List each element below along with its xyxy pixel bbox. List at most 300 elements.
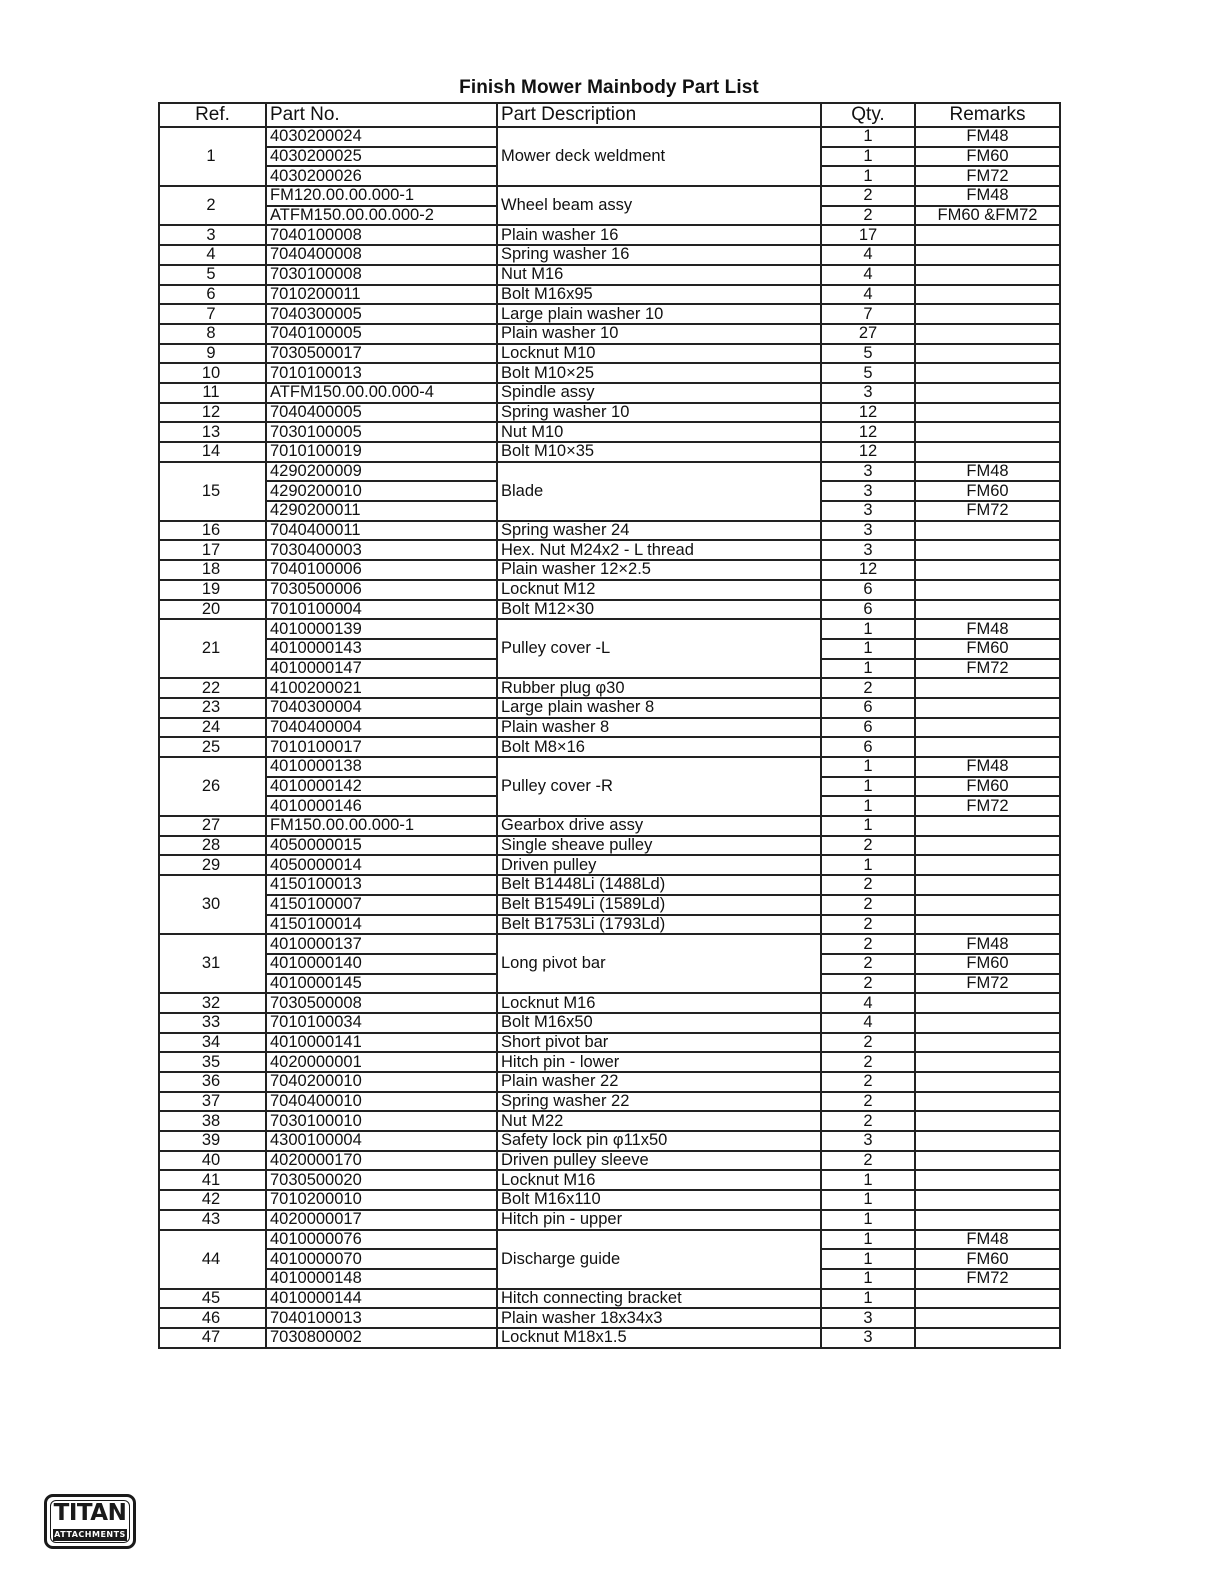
remarks-cell: [915, 383, 1060, 403]
description-cell: Pulley cover -R: [497, 757, 821, 816]
table-row: [159, 718, 1060, 738]
description-cell: Spindle assy: [497, 383, 821, 403]
header-qty: Qty.: [821, 103, 915, 127]
remarks-cell: [915, 1072, 1060, 1092]
ref-cell: 8: [159, 324, 266, 344]
remarks-cell: [915, 993, 1060, 1013]
description-cell: Locknut M18x1.5: [497, 1328, 821, 1348]
description-cell: Locknut M16: [497, 1170, 821, 1190]
ref-cell: 35: [159, 1052, 266, 1072]
table-row: [159, 521, 1060, 541]
table-row: [159, 1210, 1060, 1230]
ref-cell: 18: [159, 560, 266, 580]
table-row: [159, 540, 1060, 560]
remarks-cell: [915, 1013, 1060, 1033]
qty-cell: 1: [821, 127, 915, 147]
remarks-cell: [915, 560, 1060, 580]
part-no-cell: 7010100013: [266, 363, 497, 383]
ref-cell: 30: [159, 875, 266, 934]
ref-cell: 7: [159, 304, 266, 324]
remarks-cell: FM60: [915, 481, 1060, 501]
ref-cell: 33: [159, 1013, 266, 1033]
table-row: [159, 1092, 1060, 1112]
table-row: [159, 422, 1060, 442]
logo-tagline: ATTACHMENTS: [54, 1530, 126, 1539]
part-no-cell: 4150100013: [266, 875, 497, 895]
table-row: [159, 580, 1060, 600]
part-no-cell: 4100200021: [266, 678, 497, 698]
qty-cell: 7: [821, 304, 915, 324]
ref-cell: 14: [159, 442, 266, 462]
description-cell: Locknut M10: [497, 344, 821, 364]
remarks-cell: FM72: [915, 501, 1060, 521]
table-row: [159, 442, 1060, 462]
remarks-cell: [915, 324, 1060, 344]
remarks-cell: [915, 344, 1060, 364]
table-row: [159, 1131, 1060, 1151]
table-row: [159, 1072, 1060, 1092]
table-header-row: [159, 103, 1060, 127]
ref-cell: 9: [159, 344, 266, 364]
qty-cell: 4: [821, 245, 915, 265]
description-cell: Hex. Nut M24x2 - L thread: [497, 540, 821, 560]
description-cell: Plain washer 8: [497, 718, 821, 738]
part-no-cell: 7040200010: [266, 1072, 497, 1092]
table-row: [159, 285, 1060, 305]
part-no-cell: 4010000137: [266, 934, 497, 954]
description-cell: Hitch pin - lower: [497, 1052, 821, 1072]
part-no-cell: 4010000147: [266, 659, 497, 679]
ref-cell: 42: [159, 1190, 266, 1210]
qty-cell: 1: [821, 855, 915, 875]
description-cell: Belt B1753Li (1793Ld): [497, 915, 821, 935]
qty-cell: 6: [821, 580, 915, 600]
description-cell: Blade: [497, 462, 821, 521]
ref-cell: 1: [159, 127, 266, 186]
qty-cell: 2: [821, 1033, 915, 1053]
remarks-cell: [915, 1111, 1060, 1131]
qty-cell: 2: [821, 934, 915, 954]
remarks-cell: [915, 422, 1060, 442]
ref-cell: 36: [159, 1072, 266, 1092]
description-cell: Locknut M12: [497, 580, 821, 600]
description-cell: Bolt M10×25: [497, 363, 821, 383]
part-no-cell: 4150100007: [266, 895, 497, 915]
description-cell: Large plain washer 8: [497, 698, 821, 718]
table-row: [159, 1328, 1060, 1348]
remarks-cell: [915, 363, 1060, 383]
description-cell: Plain washer 18x34x3: [497, 1308, 821, 1328]
table-row: [159, 324, 1060, 344]
part-no-cell: 7040300005: [266, 304, 497, 324]
qty-cell: 2: [821, 836, 915, 856]
table-row: [159, 895, 1060, 915]
titan-attachments-logo: [44, 1494, 136, 1549]
description-cell: Nut M16: [497, 265, 821, 285]
qty-cell: 3: [821, 481, 915, 501]
qty-cell: 3: [821, 521, 915, 541]
ref-cell: 19: [159, 580, 266, 600]
description-cell: Nut M22: [497, 1111, 821, 1131]
ref-cell: 11: [159, 383, 266, 403]
part-no-cell: 4030200024: [266, 127, 497, 147]
qty-cell: 12: [821, 560, 915, 580]
qty-cell: 3: [821, 1308, 915, 1328]
remarks-cell: [915, 1052, 1060, 1072]
part-no-cell: 7040100008: [266, 225, 497, 245]
part-no-cell: 7040100013: [266, 1308, 497, 1328]
ref-cell: 3: [159, 225, 266, 245]
part-no-cell: 4020000017: [266, 1210, 497, 1230]
part-no-cell: 4030200025: [266, 147, 497, 167]
ref-cell: 12: [159, 403, 266, 423]
qty-cell: 5: [821, 344, 915, 364]
table-row: [159, 737, 1060, 757]
ref-cell: 10: [159, 363, 266, 383]
part-no-cell: 4150100014: [266, 915, 497, 935]
remarks-cell: FM60: [915, 147, 1060, 167]
remarks-cell: [915, 225, 1060, 245]
ref-cell: 28: [159, 836, 266, 856]
remarks-cell: [915, 521, 1060, 541]
remarks-cell: [915, 1328, 1060, 1348]
table-row: [159, 1111, 1060, 1131]
description-cell: Belt B1549Li (1589Ld): [497, 895, 821, 915]
qty-cell: 4: [821, 285, 915, 305]
qty-cell: 2: [821, 186, 915, 206]
remarks-cell: FM48: [915, 757, 1060, 777]
ref-cell: 46: [159, 1308, 266, 1328]
remarks-cell: FM48: [915, 186, 1060, 206]
part-no-cell: 4300100004: [266, 1131, 497, 1151]
qty-cell: 3: [821, 1131, 915, 1151]
description-cell: Single sheave pulley: [497, 836, 821, 856]
part-no-cell: 4010000143: [266, 639, 497, 659]
qty-cell: 2: [821, 875, 915, 895]
remarks-cell: FM72: [915, 796, 1060, 816]
part-no-cell: ATFM150.00.00.000-2: [266, 206, 497, 226]
qty-cell: 1: [821, 659, 915, 679]
remarks-cell: [915, 600, 1060, 620]
part-no-cell: 7010100034: [266, 1013, 497, 1033]
ref-cell: 23: [159, 698, 266, 718]
part-no-cell: 4010000146: [266, 796, 497, 816]
remarks-cell: FM72: [915, 974, 1060, 994]
part-no-cell: 7010200010: [266, 1190, 497, 1210]
qty-cell: 12: [821, 442, 915, 462]
part-no-cell: 7040100006: [266, 560, 497, 580]
description-cell: Bolt M16x50: [497, 1013, 821, 1033]
description-cell: Short pivot bar: [497, 1033, 821, 1053]
remarks-cell: [915, 698, 1060, 718]
description-cell: Hitch pin - upper: [497, 1210, 821, 1230]
description-cell: Belt B1448Li (1488Ld): [497, 875, 821, 895]
part-no-cell: 4010000139: [266, 619, 497, 639]
ref-cell: 27: [159, 816, 266, 836]
remarks-cell: [915, 915, 1060, 935]
part-no-cell: 4010000138: [266, 757, 497, 777]
description-cell: Spring washer 16: [497, 245, 821, 265]
description-cell: Spring washer 22: [497, 1092, 821, 1112]
description-cell: Spring washer 24: [497, 521, 821, 541]
part-no-cell: 7040100005: [266, 324, 497, 344]
header-description: Part Description: [497, 103, 821, 127]
part-no-cell: 7010200011: [266, 285, 497, 305]
qty-cell: 6: [821, 600, 915, 620]
ref-cell: 45: [159, 1289, 266, 1309]
ref-cell: 24: [159, 718, 266, 738]
part-no-cell: 4290200010: [266, 481, 497, 501]
table-row: [159, 600, 1060, 620]
remarks-cell: [915, 718, 1060, 738]
table-row: [159, 304, 1060, 324]
qty-cell: 4: [821, 993, 915, 1013]
remarks-cell: FM48: [915, 127, 1060, 147]
table-row: [159, 403, 1060, 423]
part-no-cell: 7030100005: [266, 422, 497, 442]
table-row: [159, 1151, 1060, 1171]
description-cell: Plain washer 10: [497, 324, 821, 344]
table-row: [159, 816, 1060, 836]
ref-cell: 17: [159, 540, 266, 560]
ref-cell: 41: [159, 1170, 266, 1190]
remarks-cell: [915, 540, 1060, 560]
qty-cell: 1: [821, 777, 915, 797]
qty-cell: 3: [821, 1328, 915, 1348]
description-cell: Bolt M16x110: [497, 1190, 821, 1210]
qty-cell: 3: [821, 540, 915, 560]
ref-cell: 32: [159, 993, 266, 1013]
qty-cell: 12: [821, 403, 915, 423]
part-no-cell: 7040400004: [266, 718, 497, 738]
qty-cell: 1: [821, 147, 915, 167]
qty-cell: 2: [821, 206, 915, 226]
remarks-cell: FM48: [915, 1230, 1060, 1250]
qty-cell: 1: [821, 1210, 915, 1230]
part-no-cell: 7030800002: [266, 1328, 497, 1348]
qty-cell: 1: [821, 166, 915, 186]
part-no-cell: 4010000144: [266, 1289, 497, 1309]
description-cell: Locknut M16: [497, 993, 821, 1013]
ref-cell: 25: [159, 737, 266, 757]
description-cell: Safety lock pin φ11x50: [497, 1131, 821, 1151]
description-cell: Hitch connecting bracket: [497, 1289, 821, 1309]
qty-cell: 1: [821, 1289, 915, 1309]
ref-cell: 13: [159, 422, 266, 442]
table-row: [159, 993, 1060, 1013]
ref-cell: 34: [159, 1033, 266, 1053]
remarks-cell: FM60: [915, 777, 1060, 797]
qty-cell: 5: [821, 363, 915, 383]
remarks-cell: FM48: [915, 462, 1060, 482]
qty-cell: 1: [821, 796, 915, 816]
part-no-cell: 7030100010: [266, 1111, 497, 1131]
part-no-cell: ATFM150.00.00.000-4: [266, 383, 497, 403]
qty-cell: 3: [821, 462, 915, 482]
remarks-cell: FM48: [915, 619, 1060, 639]
description-cell: Plain washer 22: [497, 1072, 821, 1092]
remarks-cell: FM60: [915, 1249, 1060, 1269]
qty-cell: 1: [821, 816, 915, 836]
table-row: [159, 245, 1060, 265]
part-no-cell: 4290200009: [266, 462, 497, 482]
table-row: [159, 1170, 1060, 1190]
header-ref: Ref.: [159, 103, 266, 127]
part-no-cell: 7010100019: [266, 442, 497, 462]
description-cell: Discharge guide: [497, 1230, 821, 1289]
table-row: [159, 225, 1060, 245]
qty-cell: 3: [821, 501, 915, 521]
qty-cell: 12: [821, 422, 915, 442]
part-no-cell: 4020000170: [266, 1151, 497, 1171]
table-row: [159, 186, 1060, 206]
part-no-cell: 4010000140: [266, 954, 497, 974]
qty-cell: 2: [821, 678, 915, 698]
remarks-cell: [915, 875, 1060, 895]
description-cell: Plain washer 16: [497, 225, 821, 245]
description-cell: Bolt M10×35: [497, 442, 821, 462]
part-no-cell: 7030500008: [266, 993, 497, 1013]
header-part-no: Part No.: [266, 103, 497, 127]
table-row: [159, 344, 1060, 364]
description-cell: Driven pulley sleeve: [497, 1151, 821, 1171]
description-cell: Large plain washer 10: [497, 304, 821, 324]
qty-cell: 2: [821, 915, 915, 935]
remarks-cell: [915, 1170, 1060, 1190]
part-no-cell: 7030500017: [266, 344, 497, 364]
parts-table-body: [159, 127, 1060, 1348]
description-cell: Mower deck weldment: [497, 127, 821, 186]
table-row: [159, 1289, 1060, 1309]
remarks-cell: FM60 &FM72: [915, 206, 1060, 226]
description-cell: Spring washer 10: [497, 403, 821, 423]
qty-cell: 4: [821, 1013, 915, 1033]
remarks-cell: [915, 245, 1060, 265]
table-row: [159, 560, 1060, 580]
remarks-cell: [915, 836, 1060, 856]
qty-cell: 6: [821, 718, 915, 738]
table-row: [159, 915, 1060, 935]
qty-cell: 6: [821, 737, 915, 757]
qty-cell: 1: [821, 1269, 915, 1289]
qty-cell: 6: [821, 698, 915, 718]
remarks-cell: [915, 1131, 1060, 1151]
remarks-cell: [915, 1092, 1060, 1112]
ref-cell: 40: [159, 1151, 266, 1171]
ref-cell: 5: [159, 265, 266, 285]
ref-cell: 2: [159, 186, 266, 225]
part-no-cell: 7040400010: [266, 1092, 497, 1112]
table-row: [159, 1230, 1060, 1250]
header-remarks: Remarks: [915, 103, 1060, 127]
table-row: [159, 1190, 1060, 1210]
part-no-cell: FM120.00.00.000-1: [266, 186, 497, 206]
remarks-cell: [915, 1033, 1060, 1053]
remarks-cell: FM72: [915, 1269, 1060, 1289]
remarks-cell: FM60: [915, 954, 1060, 974]
part-no-cell: 7040400011: [266, 521, 497, 541]
table-row: [159, 363, 1060, 383]
description-cell: Long pivot bar: [497, 934, 821, 993]
description-cell: Gearbox drive assy: [497, 816, 821, 836]
part-no-cell: 7040300004: [266, 698, 497, 718]
ref-cell: 26: [159, 757, 266, 816]
ref-cell: 21: [159, 619, 266, 678]
remarks-cell: [915, 816, 1060, 836]
ref-cell: 6: [159, 285, 266, 305]
table-row: [159, 619, 1060, 639]
remarks-cell: FM72: [915, 659, 1060, 679]
qty-cell: 2: [821, 895, 915, 915]
table-row: [159, 1013, 1060, 1033]
part-no-cell: 4290200011: [266, 501, 497, 521]
page-title: Finish Mower Mainbody Part List: [459, 77, 759, 98]
remarks-cell: [915, 1190, 1060, 1210]
qty-cell: 3: [821, 383, 915, 403]
ref-cell: 43: [159, 1210, 266, 1230]
qty-cell: 1: [821, 757, 915, 777]
ref-cell: 39: [159, 1131, 266, 1151]
qty-cell: 1: [821, 1230, 915, 1250]
qty-cell: 1: [821, 619, 915, 639]
remarks-cell: [915, 855, 1060, 875]
qty-cell: 2: [821, 1092, 915, 1112]
table-row: [159, 698, 1060, 718]
table-row: [159, 678, 1060, 698]
qty-cell: 2: [821, 1072, 915, 1092]
part-no-cell: 4050000015: [266, 836, 497, 856]
part-no-cell: 7010100004: [266, 600, 497, 620]
part-no-cell: 7040400008: [266, 245, 497, 265]
part-no-cell: 7030100008: [266, 265, 497, 285]
remarks-cell: [915, 285, 1060, 305]
remarks-cell: FM60: [915, 639, 1060, 659]
part-no-cell: 4010000142: [266, 777, 497, 797]
remarks-cell: [915, 1210, 1060, 1230]
part-no-cell: 4010000141: [266, 1033, 497, 1053]
ref-cell: 15: [159, 462, 266, 521]
table-row: [159, 127, 1060, 147]
part-no-cell: 4010000145: [266, 974, 497, 994]
ref-cell: 44: [159, 1230, 266, 1289]
qty-cell: 4: [821, 265, 915, 285]
parts-table: [158, 102, 1061, 1349]
qty-cell: 1: [821, 1190, 915, 1210]
qty-cell: 1: [821, 1249, 915, 1269]
remarks-cell: [915, 737, 1060, 757]
qty-cell: 2: [821, 1052, 915, 1072]
table-row: [159, 265, 1060, 285]
remarks-cell: FM48: [915, 934, 1060, 954]
qty-cell: 17: [821, 225, 915, 245]
part-no-cell: 4030200026: [266, 166, 497, 186]
description-cell: Bolt M8×16: [497, 737, 821, 757]
description-cell: Driven pulley: [497, 855, 821, 875]
remarks-cell: [915, 678, 1060, 698]
part-no-cell: 4010000076: [266, 1230, 497, 1250]
part-no-cell: 4010000148: [266, 1269, 497, 1289]
remarks-cell: FM72: [915, 166, 1060, 186]
ref-cell: 47: [159, 1328, 266, 1348]
part-no-cell: 7030500020: [266, 1170, 497, 1190]
description-cell: Bolt M12×30: [497, 600, 821, 620]
qty-cell: 2: [821, 974, 915, 994]
part-no-cell: 4010000070: [266, 1249, 497, 1269]
part-no-cell: 7040400005: [266, 403, 497, 423]
ref-cell: 16: [159, 521, 266, 541]
qty-cell: 2: [821, 1151, 915, 1171]
logo-brand: TITAN: [53, 1500, 127, 1526]
